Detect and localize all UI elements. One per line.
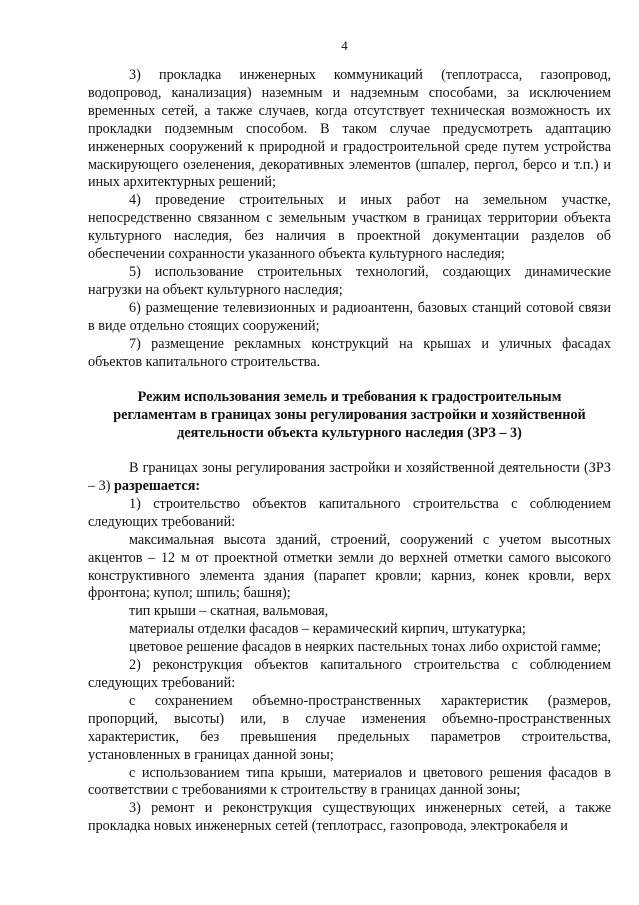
- paragraph-allowed-3: 3) ремонт и реконструкция существующих инженерных сетей, а также прокладка новых инженерных сетей (теплотрасс, газопровода, электрокабеля и: [88, 800, 611, 835]
- page-number: 4: [341, 38, 348, 53]
- paragraph-item-4: 4) проведение строительных и иных работ на земельном участке, непосредственно связанном с земельным участком в границах территории объекта культурного наследия, без наличия в проектной документации разделов об обеспечении сохранности указанного объекта культурного наследия;: [88, 192, 611, 263]
- intro-text: В границах зоны регулирования застройки и хозяйственной деятельности (ЗРЗ – 3): [88, 460, 611, 495]
- paragraph-item-6: 6) размещение телевизионных и радиоантенн, базовых станций сотовой связи в виде отдельно стоящих сооружений;: [88, 299, 611, 334]
- paragraph-item-3: 3) прокладка инженерных коммуникаций (теплотрасса, газопровод, водопровод, канализация) наземным и надземным способами, за исключением временных сетей, а также случаев, когда отсутствует техническая возможность их прокладки подземным способом. В таком случае предусмотреть адаптацию инженерных сооружений к природной и градостроительной среде путем устройства маскирующего озеленения, декоративных элементов (шпалер, пергол, берсо и т.п.) и иных архитектурных решений;: [88, 67, 611, 191]
- section-heading-line: деятельности объекта культурного наследия (ЗРЗ – 3): [177, 425, 522, 442]
- paragraph-allowed-2: 2) реконструкция объектов капитального строительства с соблюдением следующих требований:: [88, 657, 611, 691]
- paragraph-item-5: 5) использование строительных технологий, создающих динамические нагрузки на объект культурного наследия;: [88, 263, 611, 298]
- paragraph-requirement-roof-type: с использованием типа крыши, материалов и цветового решения фасадов в соответствии с требованиями к строительству в границах данной зоны;: [88, 764, 611, 799]
- intro-bold-text: разрешается:: [114, 478, 201, 495]
- paragraph-requirement-height: максимальная высота зданий, строений, сооружений с учетом высотных акцентов – 12 м от проектной отметки земли до верхней отметки самого высокого конструктивного элемента здания (парапет кровли; карниз, конек кровли, верх фронтона; купол; шпиль; башня);: [88, 531, 611, 602]
- section-heading-line: регламентам в границах зоны регулирования застройки и хозяйственной: [113, 407, 586, 424]
- intro-paragraph: [88, 460, 611, 496]
- paragraph-allowed-1: 1) строительство объектов капитального строительства с соблюдением следующих требований:: [88, 495, 611, 530]
- paragraph-requirement-roof: тип крыши – скатная, вальмовая,: [129, 603, 329, 620]
- section-heading: [88, 389, 611, 443]
- section-heading-line: Режим использования земель и требования к градостроительным: [137, 389, 562, 406]
- paragraph-requirement-volume: с сохранением объемно-пространственных характеристик (размеров, пропорций, высоты) или, в случае изменения объемно-пространственных характеристик, без превышения предельных параметров строительства, установленных в границах данной зоны;: [88, 692, 611, 763]
- paragraph-requirement-materials: материалы отделки фасадов – керамический кирпич, штукатурка;: [129, 621, 526, 638]
- paragraph-requirement-color: цветовое решение фасадов в неярких пастельных тонах либо охристой гамме;: [129, 639, 602, 656]
- paragraph-item-7: 7) размещение рекламных конструкций на крышах и уличных фасадах объектов капитального строительства.: [88, 335, 611, 370]
